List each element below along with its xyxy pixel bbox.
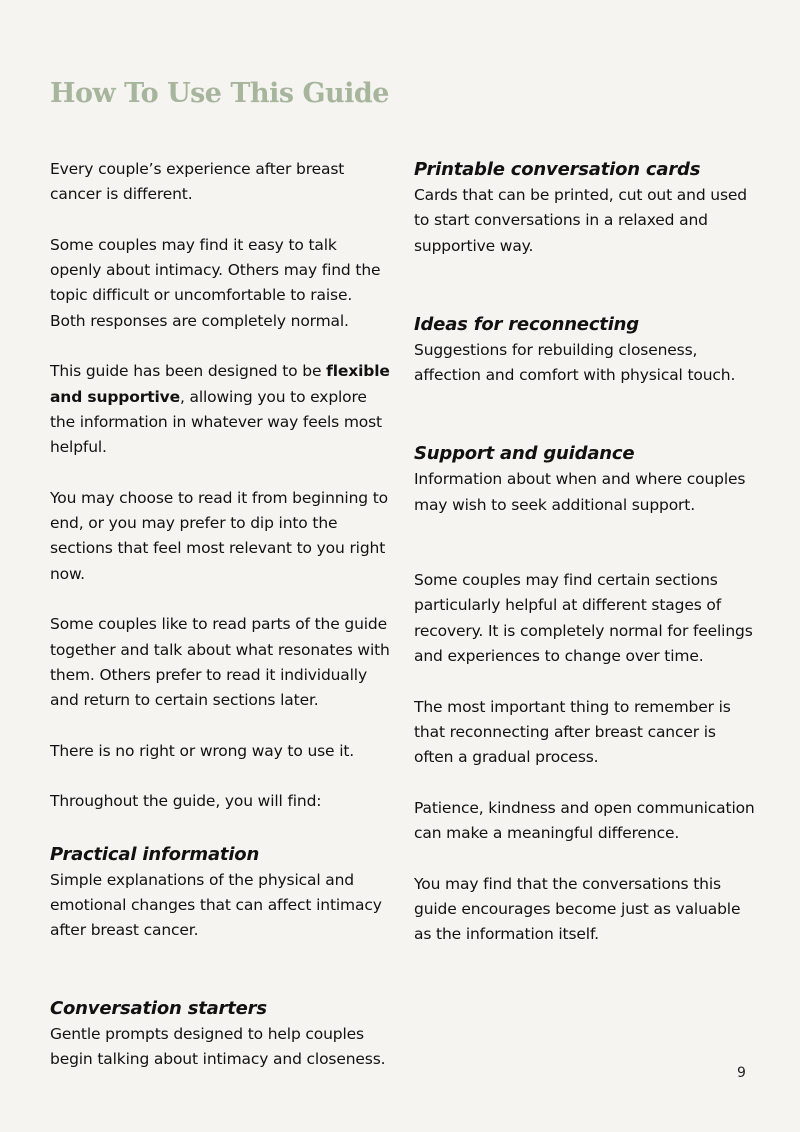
feature-description: Information about when and where couples may wish to seek additional support. [414,470,746,514]
feature-description: Gentle prompts designed to help couples begin talking about intimacy and closeness. [50,1024,386,1068]
feature-title: Ideas for reconnecting [414,313,639,335]
feature-description: Suggestions for rebuilding closeness, affection and comfort with physical touch. [414,340,736,385]
feature-title: Practical information [50,843,260,865]
patience-paragraph: Patience, kindness and open communication can make a meaningful difference. [414,798,755,843]
flexible-text-end: , allowing you to explore the information in whatever way feels most helpful. [50,387,382,457]
feature-title: Printable conversation cards [414,159,701,180]
gradual-process-paragraph: The most important thing to remember is that reconnecting after breast cancer is often a gradual process. [414,697,731,767]
right-column [414,157,759,948]
no-wrong-way-paragraph: There is no right or wrong way to use it. [50,741,355,760]
feature-description: Simple explanations of the physical and emotional changes that can affect intimacy after breast cancer. [50,870,382,940]
left-column [50,157,390,1072]
feature-title: Support and guidance [414,443,635,465]
conversations-value-paragraph: You may find that the conversations this guide encourages become just as valuable as the information itself. [414,874,741,944]
flexible-emphasis: flexible and supportive [50,362,390,406]
stages-paragraph: Some couples may find certain sections particularly helpful at different stages of recovery. It is completely normal for feelings and experiences to change over time. [414,571,753,665]
feature-title: Conversation starters [50,997,267,1019]
reading-order-paragraph: You may choose to read it from beginning to end, or you may prefer to dip into the sections that feel most relevant to you right now. [50,488,388,583]
page-title: How To Use This Guide [50,78,389,109]
feature-support-guidance [414,441,759,518]
feature-conversation-starters [50,996,390,1073]
throughout-paragraph: Throughout the guide, you will find: [50,792,322,811]
feature-printable-cards [414,157,759,259]
feature-practical-information [50,842,390,944]
page-number: 9 [737,1065,746,1081]
feature-ideas-reconnecting [414,312,759,389]
feature-description: Cards that can be printed, cut out and used to start conversations in a relaxed and supportive way. [414,186,747,255]
intro-paragraph: Every couple’s experience after breast cancer is different. [50,160,345,204]
reading-together-paragraph: Some couples like to read parts of the guide together and talk about what resonates with them. Others prefer to read it individually and return to certain sections later. [50,615,390,710]
openness-paragraph: Some couples may find it easy to talk openly about intimacy. Others may find the topic difficult or uncomfortable to raise. Both responses are completely normal. [50,235,381,330]
flexible-paragraph [50,359,390,460]
flexible-text-start: This guide has been designed to be [50,362,327,381]
